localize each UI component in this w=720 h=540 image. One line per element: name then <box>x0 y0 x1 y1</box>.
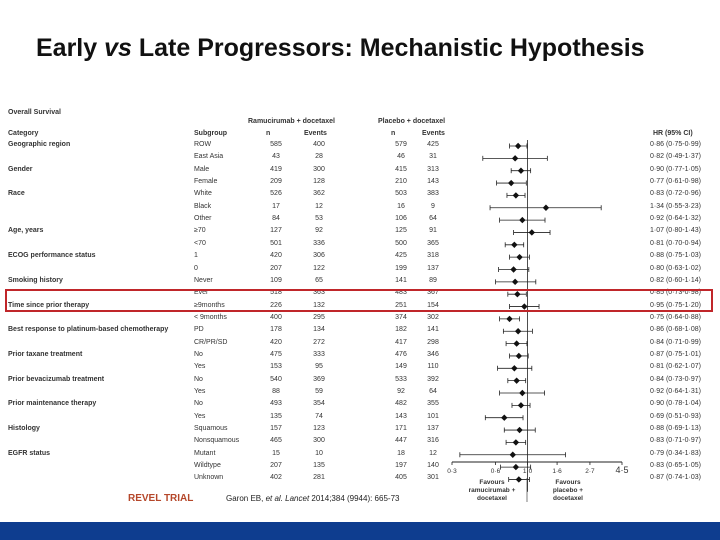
row-hr-text: 0·84 (0·73-0·97) <box>650 375 701 383</box>
row-category: Time since prior therapy <box>8 301 90 309</box>
row-events1: 12 <box>315 202 323 210</box>
row-n1: 207 <box>270 462 282 470</box>
row-events1: 122 <box>313 264 325 272</box>
row-events1: 92 <box>315 227 323 235</box>
hr-marker <box>511 242 517 248</box>
hr-marker <box>513 192 519 198</box>
row-n2: 500 <box>395 239 407 247</box>
hr-marker <box>508 180 514 186</box>
row-subgroup: PD <box>194 326 204 334</box>
header-n1: n <box>266 130 271 137</box>
row-hr-text: 1·34 (0·55-3·23) <box>650 202 701 210</box>
hr-marker <box>513 377 519 383</box>
row-n1: 493 <box>270 400 282 408</box>
row-events1: 362 <box>313 190 325 198</box>
hr-marker <box>518 168 524 174</box>
hr-marker <box>516 353 522 359</box>
row-hr-text: 0·69 (0·51-0·93) <box>650 412 701 420</box>
row-subgroup: 1 <box>194 252 198 260</box>
row-category: EGFR status <box>8 449 51 457</box>
hr-marker <box>515 328 521 334</box>
title-vs: vs <box>104 34 132 62</box>
header-arm1: Ramucirumab + docetaxel <box>248 118 335 125</box>
row-n1: 419 <box>270 165 282 173</box>
row-events2: 64 <box>429 215 437 223</box>
row-events2: 89 <box>429 276 437 284</box>
row-events1: 333 <box>313 350 325 358</box>
row-n1: 178 <box>270 326 282 334</box>
row-events2: 298 <box>427 338 439 346</box>
row-events2: 141 <box>427 326 439 334</box>
row-n1: 420 <box>270 252 282 260</box>
row-n1: 109 <box>270 276 282 284</box>
row-subgroup: Yes <box>194 363 206 371</box>
row-events2: 392 <box>427 375 439 383</box>
row-n1: 226 <box>270 301 282 309</box>
row-hr-text: 0·90 (0·78-1·04) <box>650 400 701 408</box>
row-category: Race <box>8 190 25 198</box>
row-events2: 318 <box>427 252 439 260</box>
row-events2: 137 <box>427 264 439 272</box>
row-hr-text: 0·75 (0·64-0·88) <box>650 313 701 321</box>
row-n1: 43 <box>272 153 280 161</box>
row-events2: 140 <box>427 462 439 470</box>
row-events1: 300 <box>313 437 325 445</box>
row-events1: 300 <box>313 165 325 173</box>
row-n2: 106 <box>395 215 407 223</box>
row-events2: 302 <box>427 313 439 321</box>
row-hr-text: 0·86 (0·75-0·99) <box>650 141 701 148</box>
hr-marker <box>510 266 516 272</box>
row-hr-text: 0·81 (0·70-0·94) <box>650 239 701 247</box>
x-tick-label: 4·5 <box>615 465 629 475</box>
row-events2: 9 <box>431 202 435 210</box>
title-suffix: Late Progressors: Mechanistic Hypothesis <box>131 34 645 62</box>
row-n2: 125 <box>395 227 407 235</box>
row-subgroup: Other <box>194 215 212 223</box>
row-hr-text: 0·92 (0·64-1·31) <box>650 388 701 395</box>
row-events2: 316 <box>427 437 439 445</box>
row-events2: 64 <box>429 388 437 395</box>
row-n1: 88 <box>272 388 280 395</box>
hr-marker <box>513 340 519 346</box>
header-hr: HR (95% CI) <box>653 130 693 137</box>
x-tick-label: 0·6 <box>490 468 501 475</box>
row-n1: 540 <box>270 375 282 383</box>
hr-marker <box>543 205 549 211</box>
row-hr-text: 0·80 (0·63-1·02) <box>650 264 701 272</box>
row-category: Geographic region <box>8 141 71 148</box>
row-subgroup: Wildtype <box>194 462 221 470</box>
header-arm2: Placebo + docetaxel <box>378 118 446 125</box>
row-n2: 476 <box>395 350 407 358</box>
hr-marker <box>511 365 517 371</box>
citation <box>226 494 399 503</box>
row-n2: 374 <box>395 313 407 321</box>
row-events1: 135 <box>313 462 325 470</box>
row-events2: 425 <box>427 141 439 148</box>
row-n2: 143 <box>395 412 407 420</box>
row-events1: 295 <box>313 313 325 321</box>
row-n2: 149 <box>395 363 407 371</box>
row-subgroup: No <box>194 350 203 358</box>
row-subgroup: No <box>194 400 203 408</box>
row-events2: 101 <box>427 412 439 420</box>
header-events2: Events <box>422 130 445 137</box>
row-hr-text: 0·81 (0·62-1·07) <box>650 363 701 371</box>
row-events2: 346 <box>427 350 439 358</box>
row-events1: 272 <box>313 338 325 346</box>
row-events1: 65 <box>315 276 323 284</box>
row-n2: 92 <box>397 388 405 395</box>
row-events2: 154 <box>427 301 439 309</box>
row-events1: 74 <box>315 412 323 420</box>
header-events1: Events <box>304 130 327 137</box>
x-tick-label: 1·6 <box>552 468 562 475</box>
row-events1: 134 <box>313 326 325 334</box>
row-events2: 301 <box>427 474 439 482</box>
hr-marker <box>510 452 516 458</box>
row-events1: 132 <box>313 301 325 309</box>
row-n2: 417 <box>395 338 407 346</box>
hr-marker <box>519 217 525 223</box>
hr-marker <box>501 415 507 421</box>
row-n1: 526 <box>270 190 282 198</box>
row-n1: 585 <box>270 141 282 148</box>
footer-bar <box>0 522 720 540</box>
row-category: Best response to platinum-based chemotherapy <box>8 326 169 334</box>
x-tick-label: 2·7 <box>585 468 595 475</box>
row-hr-text: 0·83 (0·65-1·05) <box>650 462 701 470</box>
row-events1: 354 <box>313 400 325 408</box>
row-n1: 518 <box>270 289 282 297</box>
row-events2: 143 <box>427 178 439 186</box>
row-events2: 91 <box>429 227 437 235</box>
row-category: Prior maintenance therapy <box>8 400 97 408</box>
row-n2: 483 <box>395 289 407 297</box>
row-subgroup: No <box>194 375 203 383</box>
row-hr-text: 0·92 (0·64-1·32) <box>650 215 701 223</box>
row-subgroup: Ever <box>194 289 209 297</box>
header-category: Category <box>8 130 39 137</box>
row-hr-text: 0·87 (0·74-1·03) <box>650 474 701 482</box>
row-category: Gender <box>8 165 33 173</box>
row-subgroup: Unknown <box>194 474 224 482</box>
row-events2: 367 <box>427 289 439 297</box>
row-subgroup: < 9months <box>194 313 227 321</box>
row-subgroup: Female <box>194 178 218 186</box>
hr-marker <box>529 229 535 235</box>
chart-subtitle: Overall Survival <box>8 109 61 116</box>
favours-placebo-label: Favours placebo + docetaxel <box>552 479 584 502</box>
row-subgroup: East Asia <box>194 153 224 161</box>
hr-marker <box>513 464 519 470</box>
row-n2: 482 <box>395 400 407 408</box>
row-n1: 402 <box>270 474 282 482</box>
row-n1: 127 <box>270 227 282 235</box>
row-n2: 533 <box>395 375 407 383</box>
row-category: ECOG performance status <box>8 252 96 260</box>
row-subgroup: Nonsquamous <box>194 437 240 445</box>
row-subgroup: Mutant <box>194 449 216 457</box>
hr-marker <box>513 439 519 445</box>
row-events2: 110 <box>427 363 439 371</box>
row-events1: 281 <box>313 474 325 482</box>
row-subgroup: Black <box>194 202 212 210</box>
citation-rest: 2014;384 (9944): 665-73 <box>309 494 400 503</box>
row-events2: 12 <box>429 449 437 457</box>
row-n1: 400 <box>270 313 282 321</box>
hr-marker <box>512 279 518 285</box>
row-events1: 306 <box>313 252 325 260</box>
trial-name: REVEL TRIAL <box>128 493 194 504</box>
row-events1: 10 <box>315 449 323 457</box>
highlight-time-since-prior-therapy <box>5 289 713 312</box>
row-subgroup: Never <box>194 276 213 284</box>
row-n2: 405 <box>395 474 407 482</box>
row-hr-text: 0·82 (0·49-1·37) <box>650 153 701 161</box>
row-n2: 251 <box>395 301 407 309</box>
row-subgroup: Male <box>194 165 210 173</box>
row-category: Smoking history <box>8 276 63 284</box>
hr-marker <box>519 390 525 396</box>
row-n1: 475 <box>270 350 282 358</box>
row-events2: 383 <box>427 190 439 198</box>
row-subgroup: ROW <box>194 141 212 148</box>
x-tick-label: 0·3 <box>447 468 457 475</box>
row-subgroup: ≥9months <box>194 301 225 309</box>
row-events1: 59 <box>315 388 323 395</box>
row-events1: 28 <box>315 153 323 161</box>
header-subgroup: Subgroup <box>194 130 228 137</box>
hr-marker <box>516 254 522 260</box>
row-subgroup: 0 <box>194 264 198 272</box>
row-hr-text: 0·87 (0·75-1·01) <box>650 350 701 358</box>
row-events1: 336 <box>313 239 325 247</box>
x-tick-label: 1·0 <box>522 468 533 475</box>
row-events2: 31 <box>429 153 437 161</box>
row-n2: 197 <box>395 462 407 470</box>
row-n2: 141 <box>395 276 407 284</box>
row-n2: 415 <box>395 165 407 173</box>
row-hr-text: 0·84 (0·71-0·99) <box>650 338 701 346</box>
row-n2: 425 <box>395 252 407 260</box>
row-events1: 128 <box>313 178 325 186</box>
row-hr-text: 1·07 (0·80-1·43) <box>650 227 701 235</box>
row-n1: 153 <box>270 363 282 371</box>
row-subgroup: <70 <box>194 239 206 247</box>
row-category: Prior bevacizumab treatment <box>8 375 105 383</box>
row-n1: 207 <box>270 264 282 272</box>
citation-etal: et al. Lancet <box>265 494 310 503</box>
row-hr-text: 0·85 (0·73-0·98) <box>650 289 701 297</box>
row-category: Age, years <box>8 227 44 235</box>
row-subgroup: CR/PR/SD <box>194 338 228 346</box>
title-prefix: Early <box>36 34 105 62</box>
row-subgroup: Yes <box>194 412 206 420</box>
row-subgroup: Squamous <box>194 425 228 433</box>
citation-authors: Garon EB, <box>226 494 266 503</box>
row-events1: 95 <box>315 363 323 371</box>
row-n2: 503 <box>395 190 407 198</box>
row-hr-text: 0·77 (0·61-0·98) <box>650 178 701 186</box>
row-subgroup: Yes <box>194 388 206 395</box>
row-n2: 18 <box>397 449 405 457</box>
row-events2: 313 <box>427 165 439 173</box>
row-events1: 123 <box>313 425 325 433</box>
row-hr-text: 0·82 (0·60-1·14) <box>650 276 701 284</box>
row-n2: 199 <box>395 264 407 272</box>
row-subgroup: White <box>194 190 212 198</box>
row-n1: 465 <box>270 437 282 445</box>
row-n2: 447 <box>395 437 407 445</box>
row-n1: 501 <box>270 239 282 247</box>
hr-marker <box>506 316 512 322</box>
row-events1: 369 <box>313 375 325 383</box>
row-n1: 84 <box>272 215 280 223</box>
row-hr-text: 0·86 (0·68-1·08) <box>650 326 701 334</box>
row-events1: 400 <box>313 141 325 148</box>
hr-marker <box>515 143 521 149</box>
row-n2: 182 <box>395 326 407 334</box>
hr-marker <box>512 155 518 161</box>
row-subgroup: ≥70 <box>194 227 206 235</box>
header-n2: n <box>391 130 396 137</box>
row-category: Histology <box>8 425 40 433</box>
hr-marker <box>518 402 524 408</box>
row-hr-text: 0·88 (0·75-1·03) <box>650 252 701 260</box>
row-n2: 210 <box>395 178 407 186</box>
row-hr-text: 0·79 (0·34-1·83) <box>650 449 701 457</box>
row-hr-text: 0·88 (0·69-1·13) <box>650 425 701 433</box>
row-n1: 135 <box>270 412 282 420</box>
favours-ramucirumab-label: Favours ramucirumab + docetaxel <box>468 479 516 502</box>
row-n1: 420 <box>270 338 282 346</box>
row-n1: 209 <box>270 178 282 186</box>
row-n1: 15 <box>272 449 280 457</box>
row-n1: 17 <box>272 202 280 210</box>
row-n2: 171 <box>395 425 407 433</box>
hr-marker <box>516 427 522 433</box>
row-category: Prior taxane treatment <box>8 350 83 358</box>
row-events2: 137 <box>427 425 439 433</box>
row-n2: 579 <box>395 141 407 148</box>
row-events2: 365 <box>427 239 439 247</box>
row-hr-text: 0·90 (0·77-1·05) <box>650 165 701 173</box>
row-n2: 16 <box>397 202 405 210</box>
row-events1: 53 <box>315 215 323 223</box>
row-events1: 363 <box>313 289 325 297</box>
row-n2: 46 <box>397 153 405 161</box>
row-hr-text: 0·95 (0·75-1·20) <box>650 301 701 309</box>
row-events2: 355 <box>427 400 439 408</box>
row-n1: 157 <box>270 425 282 433</box>
row-hr-text: 0·83 (0·72-0·96) <box>650 190 701 198</box>
hr-marker <box>516 476 522 482</box>
row-hr-text: 0·83 (0·71-0·97) <box>650 437 701 445</box>
